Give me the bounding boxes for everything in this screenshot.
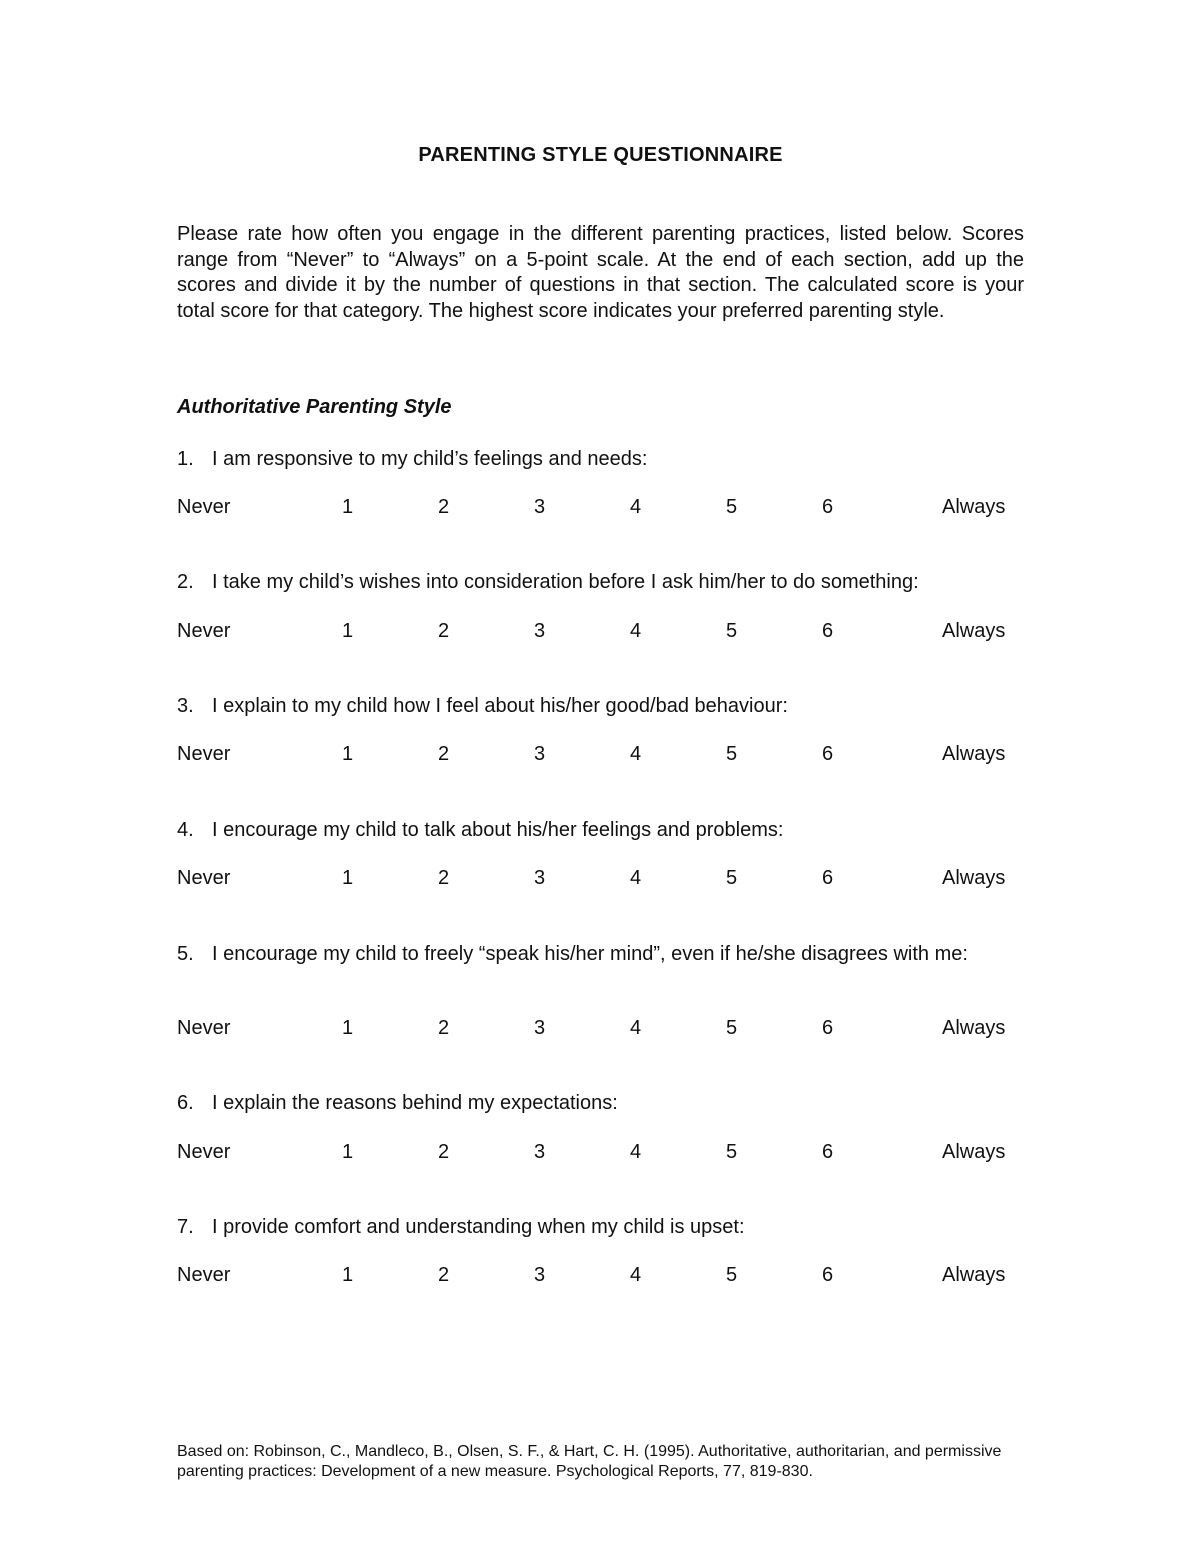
question-number: 3. [177, 695, 194, 717]
scale-label-never: Never [177, 1264, 231, 1286]
scale-option-2[interactable]: 2 [438, 1141, 450, 1163]
scale-option-3[interactable]: 3 [534, 1017, 546, 1039]
question-text: I provide comfort and understanding when my child is upset: [212, 1216, 745, 1238]
scale-option-6[interactable]: 6 [822, 496, 834, 518]
scale-label-always: Always [942, 620, 1006, 642]
scale-option-3[interactable]: 3 [534, 1141, 546, 1163]
scale-label-never: Never [177, 1017, 231, 1039]
scale-option-1[interactable]: 1 [342, 1141, 354, 1163]
question-text: I take my child’s wishes into consideration before I ask him/her to do something: [212, 571, 919, 593]
rating-scale-1 [177, 496, 1024, 522]
question-2 [177, 570, 1024, 596]
scale-option-4[interactable]: 4 [630, 743, 642, 765]
scale-label-never: Never [177, 496, 231, 518]
scale-option-3[interactable]: 3 [534, 867, 546, 889]
scale-option-3[interactable]: 3 [534, 620, 546, 642]
scale-option-4[interactable]: 4 [630, 620, 642, 642]
scale-option-1[interactable]: 1 [342, 1017, 354, 1039]
question-number: 2. [177, 571, 194, 593]
scale-option-6[interactable]: 6 [822, 1141, 834, 1163]
rating-scale-6 [177, 1141, 1024, 1167]
scale-option-5[interactable]: 5 [726, 1017, 738, 1039]
question-4 [177, 818, 1024, 844]
citation-footer: Based on: Robinson, C., Mandleco, B., Olsen, S. F., & Hart, C. H. (1995). Authoritative, authoritarian, and permissive parenting practices: Development of a new measure. Psychological Reports, 77, 819-830. [177, 1443, 1002, 1480]
question-text: I explain to my child how I feel about his/her good/bad behaviour: [212, 695, 788, 717]
rating-scale-3 [177, 743, 1024, 769]
scale-option-4[interactable]: 4 [630, 867, 642, 889]
question-7 [177, 1215, 1024, 1241]
scale-label-always: Always [942, 1141, 1006, 1163]
scale-option-3[interactable]: 3 [534, 1264, 546, 1286]
scale-label-always: Always [942, 1017, 1006, 1039]
scale-option-5[interactable]: 5 [726, 743, 738, 765]
scale-option-2[interactable]: 2 [438, 1264, 450, 1286]
question-text: I am responsive to my child’s feelings and needs: [212, 448, 648, 470]
question-3 [177, 694, 1024, 720]
scale-option-2[interactable]: 2 [438, 620, 450, 642]
scale-label-never: Never [177, 1141, 231, 1163]
scale-label-always: Always [942, 743, 1006, 765]
scale-option-2[interactable]: 2 [438, 743, 450, 765]
scale-label-always: Always [942, 1264, 1006, 1286]
scale-option-1[interactable]: 1 [342, 620, 354, 642]
scale-label-always: Always [942, 867, 1006, 889]
question-5 [177, 942, 1024, 968]
scale-label-always: Always [942, 496, 1006, 518]
rating-scale-4 [177, 867, 1024, 893]
rating-scale-5 [177, 1017, 1024, 1043]
scale-option-6[interactable]: 6 [822, 1264, 834, 1286]
question-number: 1. [177, 448, 194, 470]
scale-option-1[interactable]: 1 [342, 743, 354, 765]
scale-option-4[interactable]: 4 [630, 1141, 642, 1163]
page-title: PARENTING STYLE QUESTIONNAIRE [418, 144, 783, 166]
document-page [177, 0, 1024, 1553]
question-number: 7. [177, 1216, 194, 1238]
question-number: 4. [177, 819, 194, 841]
scale-option-6[interactable]: 6 [822, 1017, 834, 1039]
question-text: I encourage my child to talk about his/her feelings and problems: [212, 819, 784, 841]
scale-option-2[interactable]: 2 [438, 867, 450, 889]
question-number: 5. [177, 943, 194, 965]
scale-option-6[interactable]: 6 [822, 620, 834, 642]
scale-option-3[interactable]: 3 [534, 496, 546, 518]
scale-option-4[interactable]: 4 [630, 496, 642, 518]
scale-option-3[interactable]: 3 [534, 743, 546, 765]
scale-option-2[interactable]: 2 [438, 496, 450, 518]
scale-option-6[interactable]: 6 [822, 867, 834, 889]
question-6 [177, 1091, 1024, 1117]
question-text: I explain the reasons behind my expectations: [212, 1092, 618, 1114]
scale-option-1[interactable]: 1 [342, 1264, 354, 1286]
scale-option-5[interactable]: 5 [726, 1264, 738, 1286]
scale-option-1[interactable]: 1 [342, 867, 354, 889]
scale-option-5[interactable]: 5 [726, 1141, 738, 1163]
scale-label-never: Never [177, 867, 231, 889]
scale-label-never: Never [177, 743, 231, 765]
scale-option-6[interactable]: 6 [822, 743, 834, 765]
instructions-paragraph: Please rate how often you engage in the different parenting practices, listed below. Scores range from “Never” to “Always” on a 5-point scale. At the end of each section, add up the scores and divide it by the number of questions in that section. The calculated score is your total score for that category. The highest score indicates your preferred parenting style. [177, 223, 1024, 322]
scale-option-1[interactable]: 1 [342, 496, 354, 518]
question-number: 6. [177, 1092, 194, 1114]
rating-scale-7 [177, 1264, 1024, 1290]
scale-option-2[interactable]: 2 [438, 1017, 450, 1039]
scale-option-4[interactable]: 4 [630, 1264, 642, 1286]
question-text: I encourage my child to freely “speak his/her mind”, even if he/she disagrees with me: [212, 943, 968, 965]
section-heading: Authoritative Parenting Style [177, 396, 452, 418]
scale-option-4[interactable]: 4 [630, 1017, 642, 1039]
scale-option-5[interactable]: 5 [726, 620, 738, 642]
question-1 [177, 447, 1024, 473]
scale-label-never: Never [177, 620, 231, 642]
scale-option-5[interactable]: 5 [726, 496, 738, 518]
rating-scale-2 [177, 620, 1024, 646]
scale-option-5[interactable]: 5 [726, 867, 738, 889]
